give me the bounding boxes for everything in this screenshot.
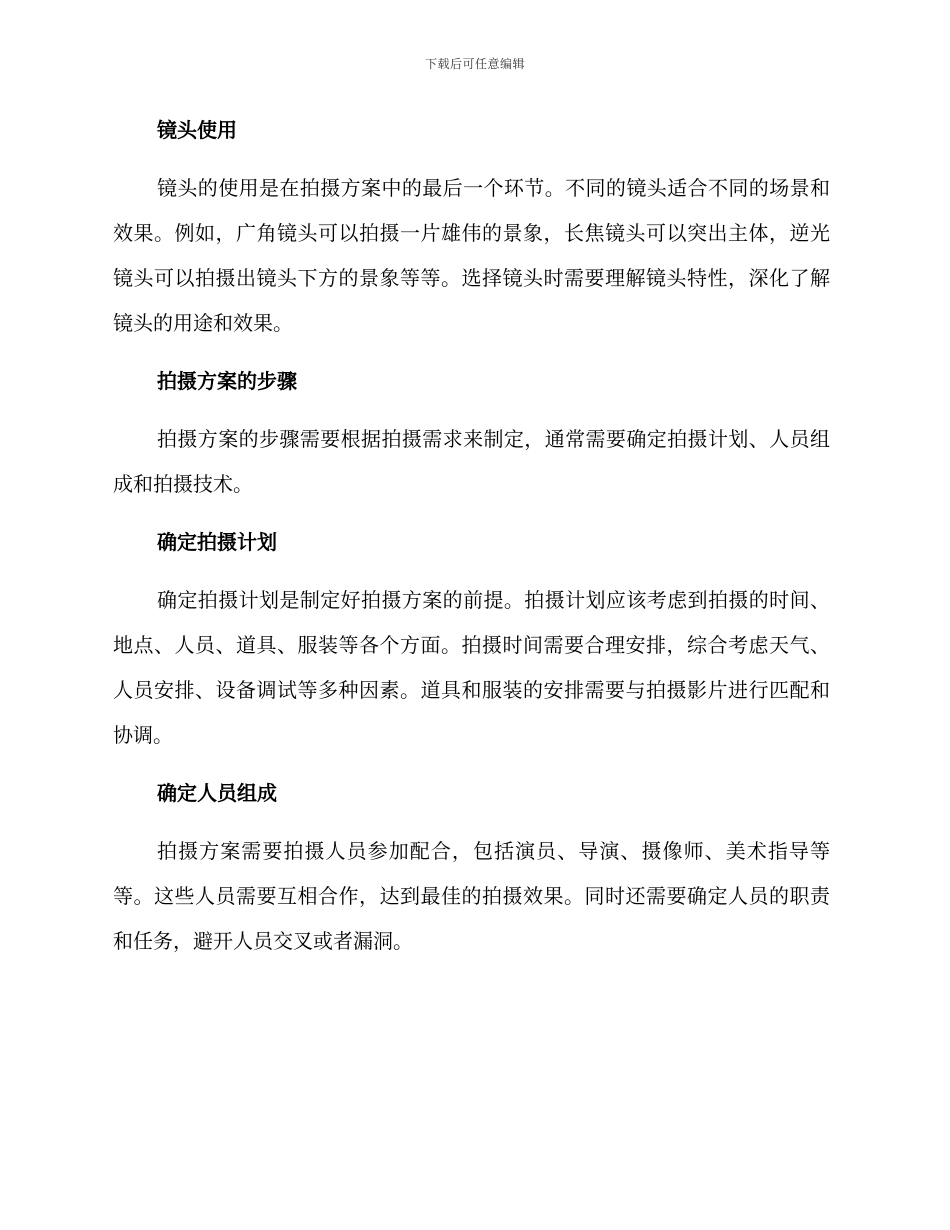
section-paragraph-shooting-plan: 确定拍摄计划是制定好拍摄方案的前提。拍摄计划应该考虑到拍摄的时间、地点、人员、道具、服装等各个方面。拍摄时间需要合理安排，综合考虑天气、人员安排、设备调试等多种因素。道具和服装的安排需要与拍摄影片进行匹配和协调。 xyxy=(113,588,830,747)
section-paragraph-lens-usage: 镜头的使用是在拍摄方案中的最后一个环节。不同的镜头适合不同的场景和效果。例如，广角镜头可以拍摄一片雄伟的景象，长焦镜头可以突出主体，逆光镜头可以拍摄出镜头下方的景象等等。选择镜头时需要理解镜头特性，深化了解镜头的用途和效果。 xyxy=(113,176,830,335)
section-heading-shooting-steps: 拍摄方案的步骤 xyxy=(157,369,297,393)
section-paragraph-shooting-steps: 拍摄方案的步骤需要根据拍摄需求来制定，通常需要确定拍摄计划、人员组成和拍摄技术。 xyxy=(113,427,830,496)
section-paragraph-staff-composition: 拍摄方案需要拍摄人员参加配合，包括演员、导演、摄像师、美术指导等等。这些人员需要互相合作，达到最佳的拍摄效果。同时还需要确定人员的职责和任务，避开人员交叉或者漏洞。 xyxy=(113,839,830,953)
section-heading-shooting-plan: 确定拍摄计划 xyxy=(157,530,277,554)
section-heading-lens-usage: 镜头使用 xyxy=(157,118,237,142)
header-note: 下载后可任意编辑 xyxy=(424,57,525,71)
section-heading-staff-composition: 确定人员组成 xyxy=(157,781,277,805)
document-body xyxy=(113,108,830,977)
